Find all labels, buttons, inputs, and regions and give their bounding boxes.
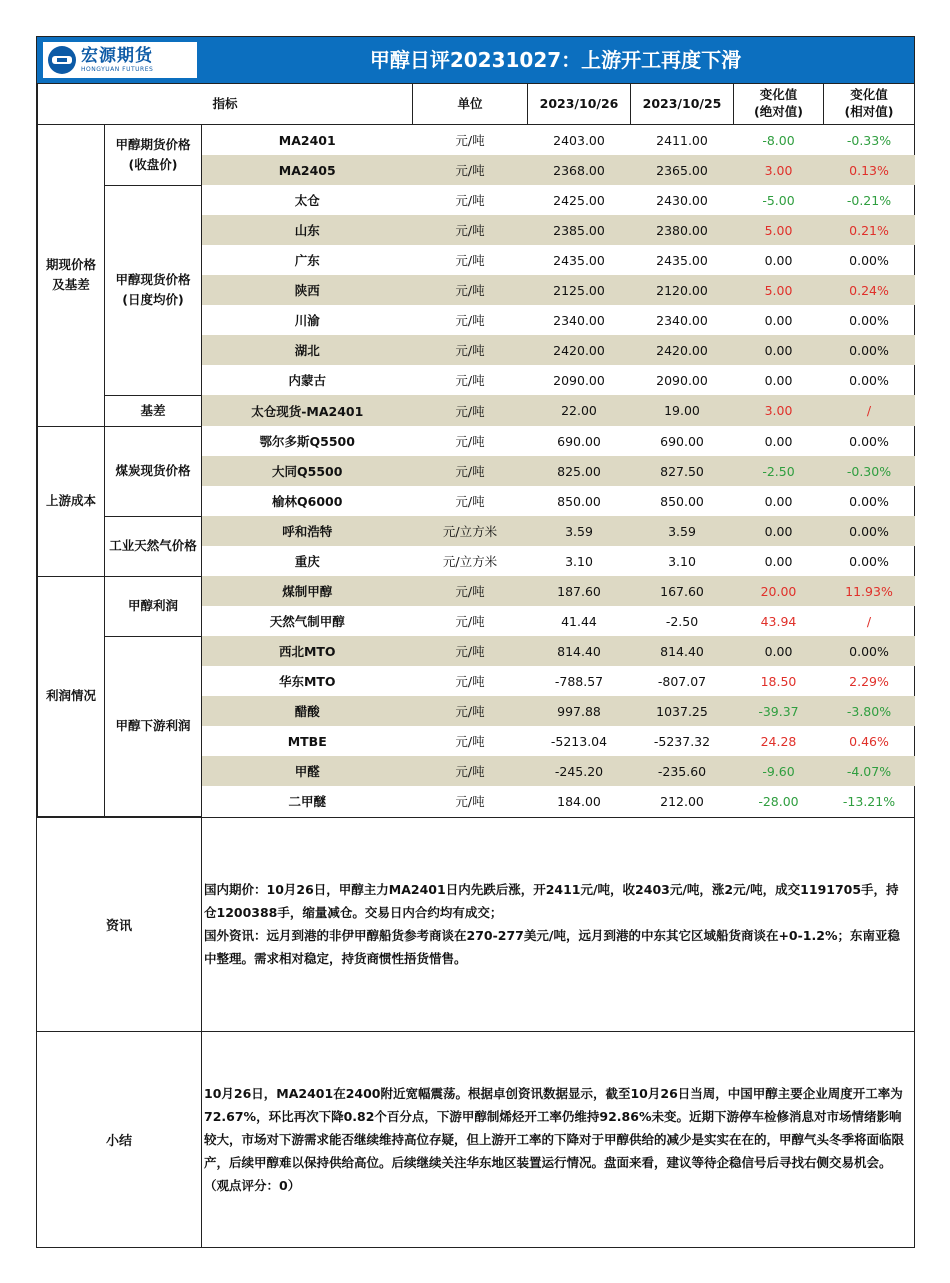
row-value-previous: -235.60 [631, 756, 734, 786]
row-name: 甲醛 [202, 756, 413, 786]
group-label: 上游成本 [38, 426, 105, 576]
row-value-current: 184.00 [557, 793, 601, 809]
summary-label: 小结 [37, 1032, 202, 1247]
row-change-abs: 0.00 [764, 312, 793, 328]
row-value-previous: 2340.00 [656, 312, 708, 328]
row-value-previous: 2365.00 [631, 155, 734, 185]
news-foreign: 国外资讯：远月到港的非伊甲醇船货参考商谈在270-277美元/吨，远月到港的中东其它区域船货商谈在+0-1.2%；东南亚稳中整理。需求相对稳定，持货商惯性捂货惜售。 [204, 928, 900, 966]
row-name: 华东MTO [278, 674, 336, 689]
row-change-abs: 18.50 [760, 673, 797, 689]
row-name: 内蒙古 [288, 373, 326, 388]
row-change-abs: 5.00 [734, 215, 824, 245]
col-abs: 变化值 (绝对值) [734, 84, 824, 125]
row-change-rel: -3.80% [824, 696, 915, 726]
row-change-rel: 0.46% [849, 733, 889, 749]
row-name: 呼和浩特 [202, 516, 413, 546]
row-unit: 元/吨 [413, 155, 528, 185]
company-logo [43, 42, 197, 78]
row-change-rel: 0.00% [849, 372, 889, 388]
col-indicator: 指标 [38, 84, 413, 125]
row-unit: 元/吨 [455, 794, 485, 809]
row-unit: 元/吨 [413, 696, 528, 726]
table-row [38, 395, 915, 426]
row-value-current: 2368.00 [528, 155, 631, 185]
report-sheet [36, 36, 915, 1248]
row-change-abs: 0.00 [734, 335, 824, 365]
row-unit: 元/立方米 [442, 554, 498, 569]
row-change-abs: 24.28 [760, 733, 797, 749]
row-value-previous: 2420.00 [631, 335, 734, 365]
row-change-rel: 0.00% [849, 493, 889, 509]
table-header-row [38, 84, 915, 125]
row-value-current: 2435.00 [553, 252, 605, 268]
row-change-abs: 0.00 [764, 553, 793, 569]
row-unit: 元/吨 [455, 494, 485, 509]
row-value-current: 41.44 [561, 613, 597, 629]
report-header [37, 37, 914, 83]
row-change-rel: 0.00% [824, 516, 915, 546]
row-value-previous: -5237.32 [653, 733, 711, 749]
col-date2: 2023/10/25 [631, 84, 734, 125]
row-change-rel: 0.13% [824, 155, 915, 185]
indicator-table [37, 83, 915, 817]
row-value-previous: 690.00 [660, 433, 704, 449]
row-change-abs: -5.00 [762, 192, 795, 208]
row-value-current: 2125.00 [528, 275, 631, 305]
row-value-current: -788.57 [554, 673, 604, 689]
row-change-abs: -39.37 [734, 696, 824, 726]
table-row [38, 636, 915, 666]
row-unit: 元/吨 [455, 373, 485, 388]
row-value-previous: 2435.00 [656, 252, 708, 268]
logo-mark-icon [47, 45, 77, 75]
row-value-current: 814.40 [528, 636, 631, 666]
subgroup-label: 甲醇现货价格 (日度均价) [105, 185, 202, 395]
subgroup-label: 甲醇期货价格 (收盘价) [105, 125, 202, 186]
row-change-rel: -0.21% [846, 192, 892, 208]
row-name: 煤制甲醇 [202, 576, 413, 606]
row-name: 大同Q5500 [202, 456, 413, 486]
row-change-rel: 0.24% [824, 275, 915, 305]
group-label: 期现价格 及基差 [38, 125, 105, 427]
logo-cn-text: 宏源期货 [81, 45, 153, 66]
row-name: MTBE [287, 733, 327, 749]
row-change-abs: 0.00 [734, 516, 824, 546]
col-rel: 变化值 (相对值) [824, 84, 915, 125]
row-value-current: -5213.04 [550, 733, 608, 749]
row-name: 陕西 [202, 275, 413, 305]
subgroup-label: 甲醇利润 [105, 576, 202, 636]
col-unit: 单位 [413, 84, 528, 125]
row-value-previous: 19.00 [631, 395, 734, 426]
row-value-current: 2420.00 [528, 335, 631, 365]
row-unit: 元/吨 [455, 734, 485, 749]
row-unit: 元/吨 [455, 674, 485, 689]
row-value-current: 690.00 [557, 433, 601, 449]
row-change-abs: 20.00 [734, 576, 824, 606]
row-unit: 元/立方米 [413, 516, 528, 546]
row-change-abs: -2.50 [734, 456, 824, 486]
row-change-abs: 3.00 [734, 395, 824, 426]
table-row [38, 426, 915, 456]
row-change-rel: 0.00% [824, 335, 915, 365]
row-value-previous: -807.07 [657, 673, 707, 689]
table-row [38, 125, 915, 156]
subgroup-label: 煤炭现货价格 [105, 426, 202, 516]
news-label: 资讯 [37, 818, 202, 1031]
row-name: 广东 [294, 253, 320, 268]
group-label: 利润情况 [38, 576, 105, 816]
row-unit: 元/吨 [455, 193, 485, 208]
row-value-previous: 1037.25 [631, 696, 734, 726]
row-value-current: 2425.00 [553, 192, 605, 208]
row-value-previous: 814.40 [631, 636, 734, 666]
row-change-rel: 0.00% [824, 636, 915, 666]
row-name: MA2401 [278, 132, 336, 148]
row-change-abs: -8.00 [762, 132, 795, 148]
row-value-current: 187.60 [528, 576, 631, 606]
row-value-previous: 2090.00 [656, 372, 708, 388]
row-value-current: 2403.00 [553, 132, 605, 148]
row-value-current: 3.10 [565, 553, 593, 569]
row-change-rel: -13.21% [842, 793, 896, 809]
row-name: 川渝 [294, 313, 320, 328]
row-unit: 元/吨 [455, 614, 485, 629]
row-value-previous: 3.59 [631, 516, 734, 546]
row-unit: 元/吨 [413, 456, 528, 486]
table-row [38, 185, 915, 215]
row-name: 天然气制甲醇 [269, 614, 345, 629]
row-change-abs: 0.00 [764, 433, 793, 449]
row-unit: 元/吨 [413, 275, 528, 305]
row-change-rel: 11.93% [824, 576, 915, 606]
row-change-rel: 0.00% [849, 553, 889, 569]
row-value-current: -245.20 [528, 756, 631, 786]
row-unit: 元/吨 [455, 133, 485, 148]
row-unit: 元/吨 [413, 756, 528, 786]
row-change-abs: 0.00 [764, 372, 793, 388]
row-value-previous: 2120.00 [631, 275, 734, 305]
row-name: 榆林Q6000 [272, 494, 343, 509]
row-name: 山东 [202, 215, 413, 245]
row-change-abs: -28.00 [758, 793, 799, 809]
summary-section [37, 1031, 914, 1247]
row-unit: 元/吨 [413, 215, 528, 245]
summary-text: 10月26日，MA2401在2400附近宽幅震荡。根据卓创资讯数据显示，截至10月26日当周，中国甲醇主要企业周度开工率为72.67%，环比再次下降0.82个百分点，下游甲醇制烯烃开工率仍维持92.86%未变。近期下游停车检修消息对市场情绪影响较大，市场对下游需求能否继续维持高位存疑，但上游开工率的下降对于甲醇供给的减少是实实在在的，甲醇气头冬季将面临限产，后续甲醇难以保持供给高位。后续继续关注华东地区装置运行情况。盘面来看，建议等待企稳信号后寻找右侧交易机会。（观点评分：0） [204, 1085, 905, 1193]
subgroup-label: 基差 [105, 395, 202, 426]
row-value-previous: 3.10 [668, 553, 696, 569]
row-change-rel: 0.00% [849, 433, 889, 449]
col-date1: 2023/10/26 [528, 84, 631, 125]
row-unit: 元/吨 [413, 335, 528, 365]
row-change-rel: 0.00% [849, 312, 889, 328]
table-row [38, 576, 915, 606]
row-unit: 元/吨 [455, 434, 485, 449]
row-name: 西北MTO [202, 636, 413, 666]
subgroup-label: 甲醇下游利润 [105, 636, 202, 816]
row-change-rel: -0.30% [824, 456, 915, 486]
row-change-abs: 0.00 [764, 252, 793, 268]
row-change-abs: 43.94 [760, 613, 797, 629]
row-value-previous: 827.50 [631, 456, 734, 486]
table-row [38, 516, 915, 546]
subgroup-label: 工业天然气价格 [105, 516, 202, 576]
news-section [37, 817, 914, 1031]
row-name: 湖北 [202, 335, 413, 365]
row-value-previous: 850.00 [660, 493, 704, 509]
row-value-current: 997.88 [528, 696, 631, 726]
row-change-rel: 2.29% [849, 673, 889, 689]
row-change-abs: 0.00 [764, 493, 793, 509]
row-value-current: 850.00 [557, 493, 601, 509]
row-change-rel: / [866, 613, 872, 629]
row-value-previous: 167.60 [631, 576, 734, 606]
row-value-current: 2340.00 [553, 312, 605, 328]
row-name: 太仓 [294, 193, 320, 208]
row-name: MA2405 [202, 155, 413, 185]
row-change-rel: / [824, 395, 915, 426]
row-change-rel: 0.00% [849, 252, 889, 268]
row-value-previous: 212.00 [660, 793, 704, 809]
row-unit: 元/吨 [413, 636, 528, 666]
report-title: 甲醇日评20231027：上游开工再度下滑 [369, 48, 742, 72]
row-value-current: 2385.00 [528, 215, 631, 245]
row-name: 太仓现货-MA2401 [202, 395, 413, 426]
row-name: 醋酸 [202, 696, 413, 726]
row-value-current: 2090.00 [553, 372, 605, 388]
row-name: 二甲醚 [288, 794, 326, 809]
news-domestic: 国内期价：10月26日，甲醇主力MA2401日内先跌后涨，开2411元/吨，收2403元/吨，涨2元/吨，成交1191705手，持仓1200388手，缩量减仓。交易日内合约均有成交； [204, 882, 899, 920]
row-name: 重庆 [294, 554, 320, 569]
row-value-previous: -2.50 [665, 613, 699, 629]
row-unit: 元/吨 [455, 253, 485, 268]
row-unit: 元/吨 [455, 313, 485, 328]
row-change-rel: 0.21% [824, 215, 915, 245]
row-name: 鄂尔多斯Q5500 [259, 434, 355, 449]
row-value-previous: 2430.00 [656, 192, 708, 208]
row-value-previous: 2411.00 [656, 132, 708, 148]
row-change-abs: 5.00 [734, 275, 824, 305]
row-value-current: 3.59 [528, 516, 631, 546]
row-unit: 元/吨 [413, 395, 528, 426]
row-change-abs: 3.00 [734, 155, 824, 185]
row-unit: 元/吨 [413, 576, 528, 606]
row-change-abs: -9.60 [734, 756, 824, 786]
logo-en-text: HONGYUAN FUTURES [81, 65, 154, 73]
row-value-previous: 2380.00 [631, 215, 734, 245]
row-change-abs: 0.00 [734, 636, 824, 666]
row-value-current: 22.00 [528, 395, 631, 426]
row-change-rel: -4.07% [824, 756, 915, 786]
row-change-rel: -0.33% [846, 132, 892, 148]
row-value-current: 825.00 [528, 456, 631, 486]
